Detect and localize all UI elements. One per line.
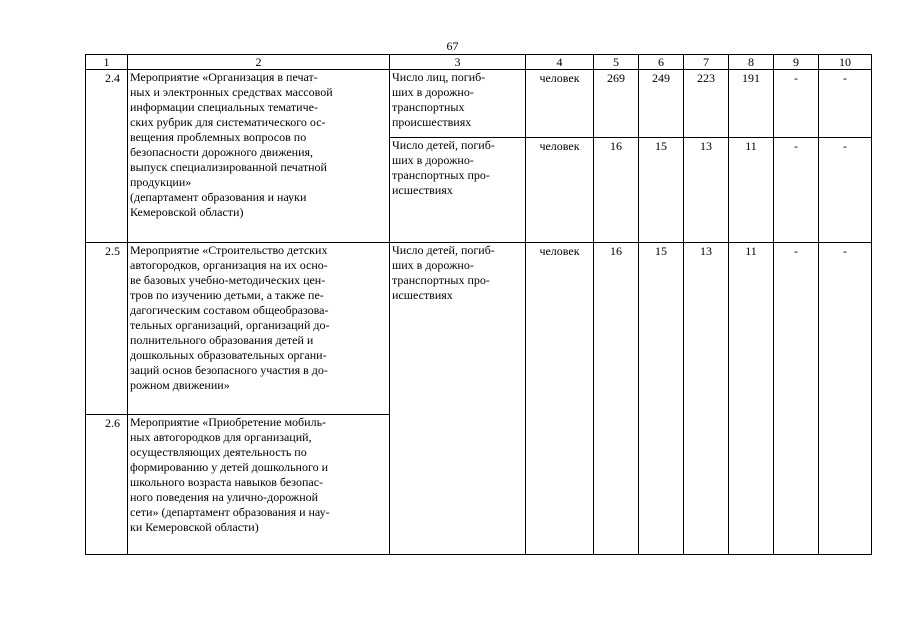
unit-cell: человек (526, 138, 594, 243)
value-col-8: 11 (729, 138, 774, 243)
value-col-8: 191 (729, 70, 774, 138)
col-header-1: 1 (86, 55, 128, 70)
value-col-9: - (774, 70, 819, 138)
unit-cell: человек (526, 70, 594, 138)
page-number: 67 (446, 39, 459, 53)
row-number: 2.4 (86, 70, 128, 243)
event-description: Мероприятие «Строительство детских автогородков, организация на их осно- ве базовых учебно-методических цен- тров по изучению детьми, а также пе- дагогическим составом общеобразова- тельных организаций, организаций до- полнительного образования детей и дошкольных образовательных органи- заций основ безопасного участия в до- рожном движении» (128, 243, 390, 415)
header-row (86, 55, 872, 70)
indicator-name: Число детей, погиб- ших в дорожно- транспортных про- исшествиях (390, 138, 526, 243)
event-description: Мероприятие «Приобретение мобиль- ных автогородков для организаций, осуществляющих деятельность по формированию у детей дошкольного и школьного возраста навыков безопас- ного поведения на улично-дорожной сети» (департамент образования и нау- ки Кемеровской области) (128, 415, 390, 555)
col-header-3: 3 (390, 55, 526, 70)
value-col-5: 16 (594, 138, 639, 243)
col-header-2: 2 (128, 55, 390, 70)
col-header-10: 10 (819, 55, 872, 70)
value-col-10: - (819, 138, 872, 243)
indicator-name: Число детей, погиб- ших в дорожно- транспортных про- исшествиях (390, 243, 526, 555)
col-header-5: 5 (594, 55, 639, 70)
value-col-10: - (819, 243, 872, 555)
row-number: 2.5 (86, 243, 128, 415)
measures-table-container (85, 54, 872, 555)
col-header-8: 8 (729, 55, 774, 70)
col-header-4: 4 (526, 55, 594, 70)
value-col-7: 13 (684, 243, 729, 555)
col-header-6: 6 (639, 55, 684, 70)
value-col-7: 13 (684, 138, 729, 243)
col-header-7: 7 (684, 55, 729, 70)
unit-cell: человек (526, 243, 594, 555)
value-col-5: 269 (594, 70, 639, 138)
value-col-8: 11 (729, 243, 774, 555)
row-number: 2.6 (86, 415, 128, 555)
table-row-2-5 (86, 243, 872, 415)
event-description: Мероприятие «Организация в печат- ных и электронных средствах массовой информации специальных тематиче- ских рубрик для систематического ос- вещения проблемных вопросов по безопасности дорожного движения, выпуск специализированной печатной продукции» (департамент образования и науки Кемеровской области) (128, 70, 390, 243)
value-col-6: 249 (639, 70, 684, 138)
col-header-9: 9 (774, 55, 819, 70)
value-col-9: - (774, 243, 819, 555)
value-col-6: 15 (639, 243, 684, 555)
table-row-2-4-a (86, 70, 872, 138)
value-col-5: 16 (594, 243, 639, 555)
value-col-9: - (774, 138, 819, 243)
value-col-10: - (819, 70, 872, 138)
measures-table (85, 54, 872, 555)
value-col-7: 223 (684, 70, 729, 138)
value-col-6: 15 (639, 138, 684, 243)
indicator-name: Число лиц, погиб- ших в дорожно- транспортных происшествиях (390, 70, 526, 138)
